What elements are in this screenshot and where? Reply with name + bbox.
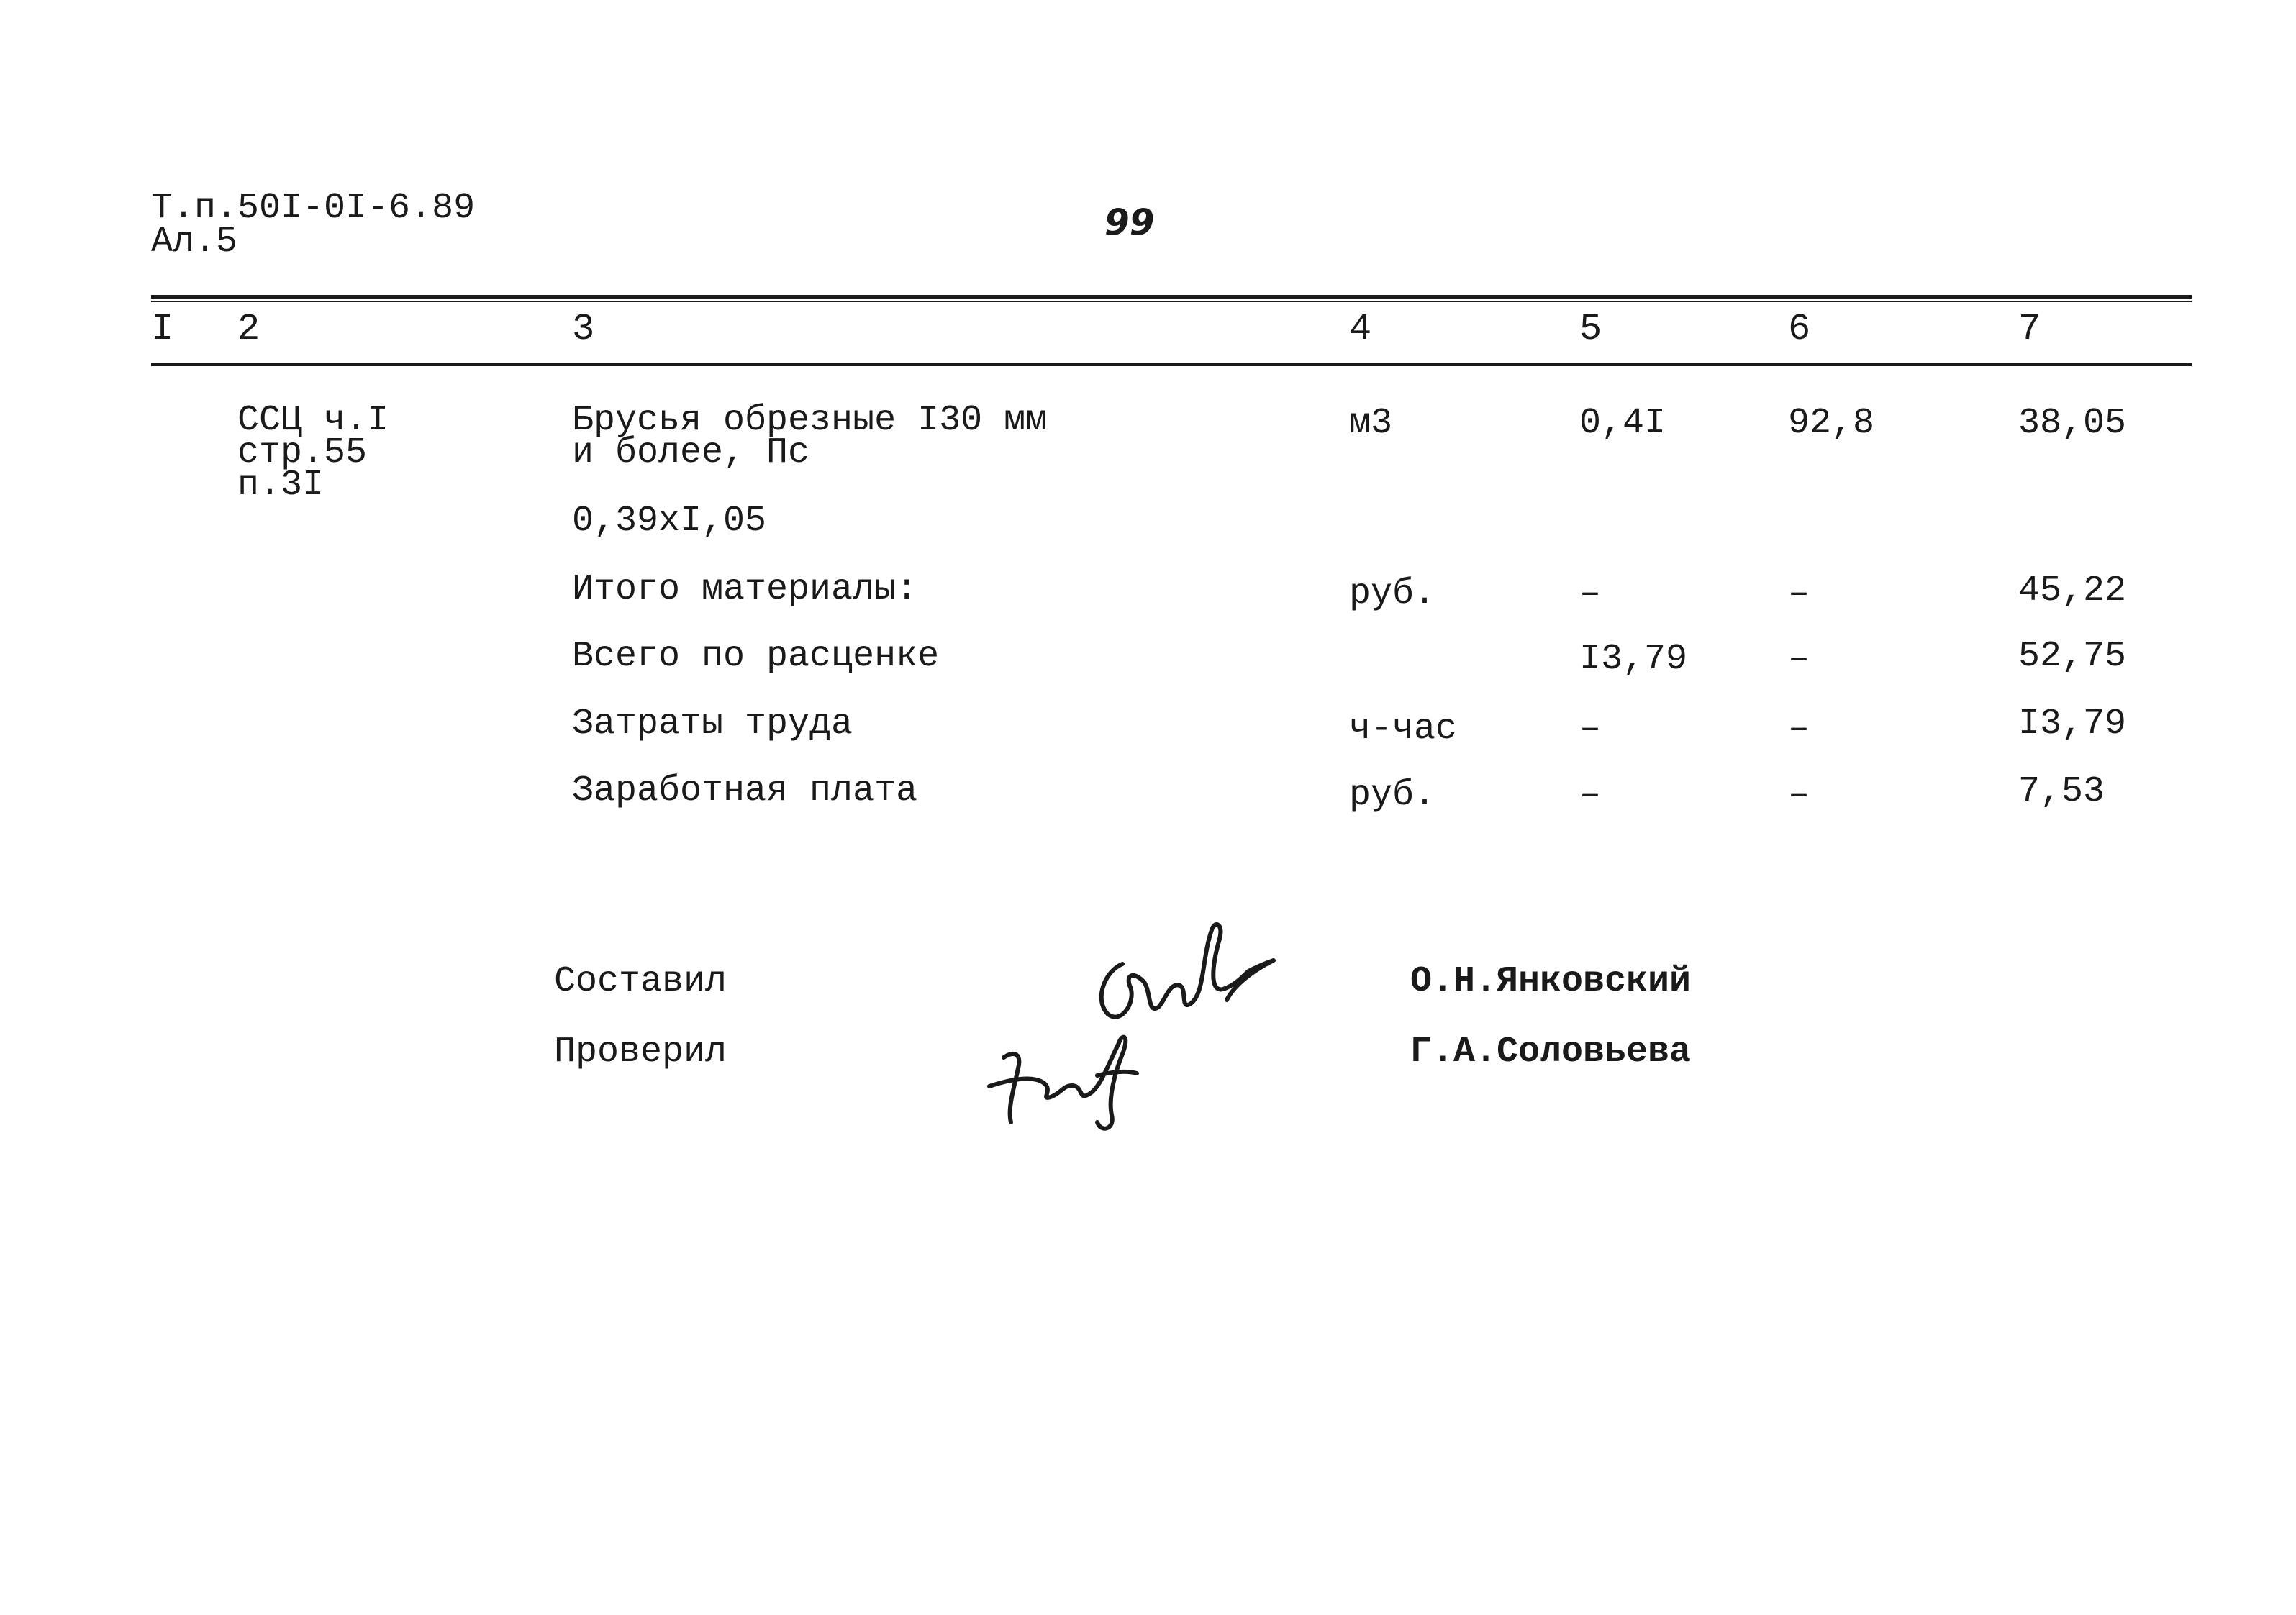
summary-col7: 45,22 <box>2018 570 2127 611</box>
item-calculation: 0,39хI,05 <box>572 501 767 542</box>
item-qty: 0,4I <box>1579 403 1666 444</box>
summary-unit: ч-час <box>1349 709 1458 750</box>
summary-label: Всего по расценке <box>572 636 940 677</box>
doc-code: Т.п.50I-0I-6.89 <box>151 188 476 229</box>
summary-col7: I3,79 <box>2018 704 2127 745</box>
table-top-rule-thin <box>151 301 2192 302</box>
album-label: Ал.5 <box>151 222 238 263</box>
source-line: стр.55 <box>237 432 368 473</box>
summary-col6: – <box>1788 573 1810 614</box>
item-price: 92,8 <box>1788 403 1875 444</box>
source-line: ССЦ ч.I <box>237 400 389 441</box>
summary-unit: руб. <box>1349 573 1436 614</box>
summary-label: Итого материалы: <box>572 569 918 610</box>
column-header: 4 <box>1349 308 1372 350</box>
item-total: 38,05 <box>2018 403 2127 444</box>
column-header: 3 <box>572 308 595 350</box>
column-header: I <box>151 308 174 350</box>
summary-col6: – <box>1788 775 1810 816</box>
summary-label: Затраты труда <box>572 704 853 745</box>
table-top-rule <box>151 295 2192 299</box>
item-unit: м3 <box>1349 403 1393 444</box>
summary-col5: – <box>1579 709 1602 750</box>
column-header: 7 <box>2018 308 2041 350</box>
item-description: Брусья обрезные I30 мм <box>572 400 1048 441</box>
column-header: 2 <box>237 308 260 350</box>
item-description: и более, Пс <box>572 432 810 473</box>
compiled-label: Составил <box>554 961 727 1002</box>
checked-label: Проверил <box>554 1032 727 1073</box>
summary-col5: I3,79 <box>1579 639 1688 680</box>
summary-unit: руб. <box>1349 775 1436 816</box>
source-line: п.3I <box>237 465 325 506</box>
summary-col7: 52,75 <box>2018 636 2127 677</box>
checked-name: Г.А.Соловьева <box>1410 1032 1692 1073</box>
summary-col5: – <box>1579 573 1602 614</box>
table-header-rule <box>151 363 2192 366</box>
signature-checked <box>975 1014 1176 1137</box>
summary-col6: – <box>1788 709 1810 750</box>
summary-col5: – <box>1579 775 1602 816</box>
column-header: 5 <box>1579 308 1602 350</box>
summary-label: Заработная плата <box>572 770 918 811</box>
column-header: 6 <box>1788 308 1811 350</box>
summary-col7: 7,53 <box>2018 771 2105 812</box>
compiled-name: О.Н.Янковский <box>1410 961 1692 1002</box>
page-number: 99 <box>1104 201 1155 243</box>
summary-col6: – <box>1788 639 1810 680</box>
